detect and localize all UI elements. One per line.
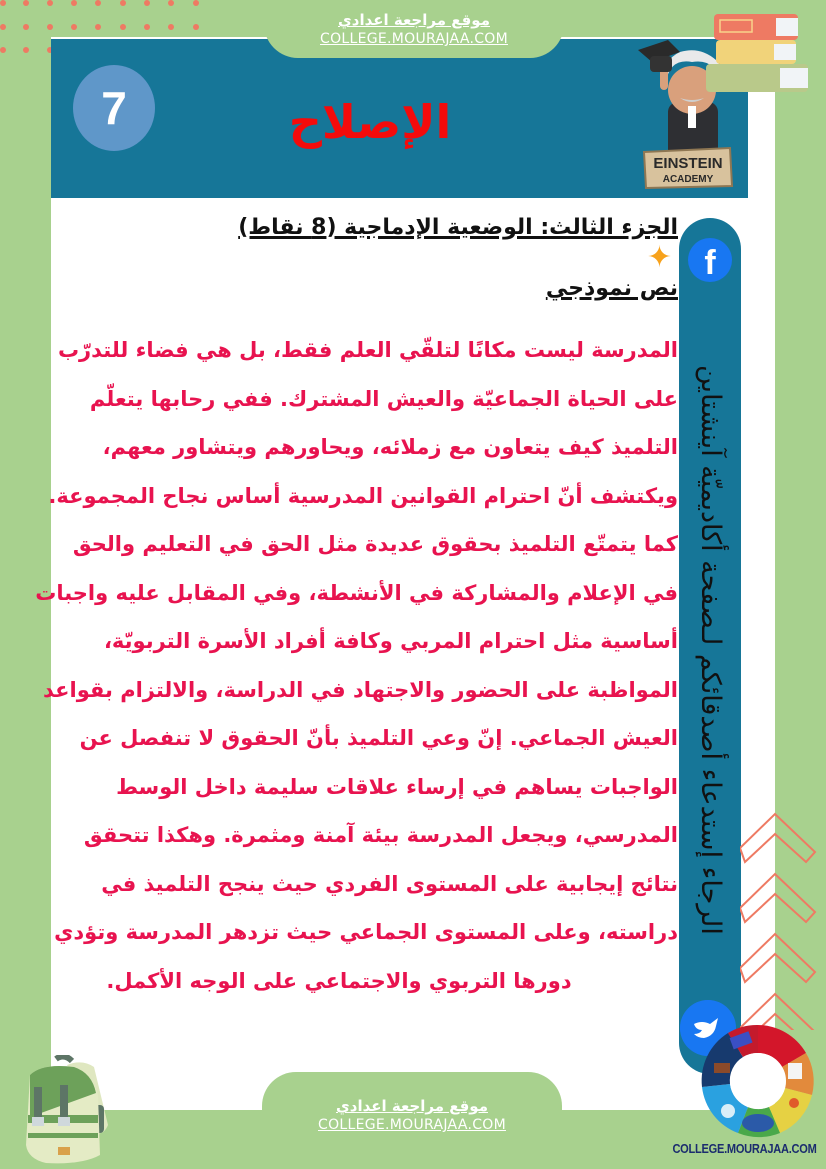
text-line: على الحياة الجماعيّة والعيش المشترك. ففي رحابها يتعلّم — [89, 386, 678, 411]
site-badge-arabic: موقع مراجعة اعدادي — [336, 1097, 488, 1115]
site-badge-bottom[interactable] — [262, 1072, 562, 1169]
text-line: نتائج إيجابية على المستوى الفردي حيث ينجح التلميذ في — [101, 871, 678, 896]
chevron-decoration — [740, 790, 820, 1030]
site-badge-url[interactable]: COLLEGE.MOURAJAA.COM — [320, 31, 508, 47]
books-stack-illustration — [700, 12, 810, 94]
text-line: دورها التربوي والاجتماعي على الوجه الأكمل. — [106, 968, 572, 993]
svg-text:ACADEMY: ACADEMY — [662, 174, 714, 185]
text-line: المواظبة على الحضور والاجتهاد في الدراسة، والالتزام بقواعد — [43, 677, 678, 702]
site-badge-url[interactable]: COLLEGE.MOURAJAA.COM — [318, 1117, 506, 1133]
backpack-illustration — [12, 1055, 112, 1167]
corner-logo-caption[interactable]: COLLEGE.MOURAJAA.COM — [672, 1141, 817, 1156]
svg-text:EINSTEIN: EINSTEIN — [653, 155, 723, 172]
text-line: كما يتمتّع التلميذ بحقوق عديدة مثل الحق في التعليم والحق — [72, 532, 678, 556]
site-badge-arabic: موقع مراجعة اعدادي — [338, 11, 490, 29]
section-heading-text: الجزء الثالث: الوضعية الإدماجية (8 نقاط) — [238, 215, 678, 240]
text-line: في الإعلام والمشاركة في الأنشطة، وفي المقابل عليه واجبات — [35, 580, 678, 605]
text-line: المدرسة ليست مكانًا لتلقّي العلم فقط، بل هي فضاء للتدرّب — [57, 338, 678, 362]
page-title: الإصلاح — [288, 95, 452, 149]
sparkles-icon: ✦ — [646, 240, 672, 275]
facebook-icon[interactable]: f — [688, 238, 732, 282]
text-line: التلميذ كيف يتعاون مع زملائه، ويحاورهم ويتشاور معهم، — [102, 435, 678, 459]
text-line: المدرسي، ويجعل المدرسة بيئة آمنة ومثمرة. وهكذا تتحقق — [83, 823, 678, 847]
text-line: أساسية مثل احترام المربي وكافة أفراد الأسرة التربويّة، — [103, 629, 678, 653]
share-banner-text: الرجاء إستدعاء أصدقائكم لـصفحة أكاديميّة آينشتاين — [695, 365, 726, 935]
site-badge-top[interactable] — [264, 0, 564, 58]
exercise-number-badge: 7 — [73, 65, 155, 151]
section-subheading: نص نموذجي — [545, 276, 678, 301]
text-line: دراسته، وعلى المستوى الجماعي حيث تزدهر المدرسة وتؤدي — [54, 920, 678, 944]
subjects-wheel-logo — [696, 1022, 820, 1140]
section-heading — [200, 215, 678, 275]
text-line: الواجبات يساهم في إرساء علاقات سليمة داخل الوسط — [116, 774, 678, 799]
text-line: العيش الجماعي. إنّ وعي التلميذ بأنّ الحقوق لا تنفصل عن — [79, 726, 678, 750]
text-line: ويكتشف أنّ احترام القوانين المدرسية أساس نجاح المجموعة. — [48, 483, 678, 508]
model-text — [35, 326, 678, 1005]
